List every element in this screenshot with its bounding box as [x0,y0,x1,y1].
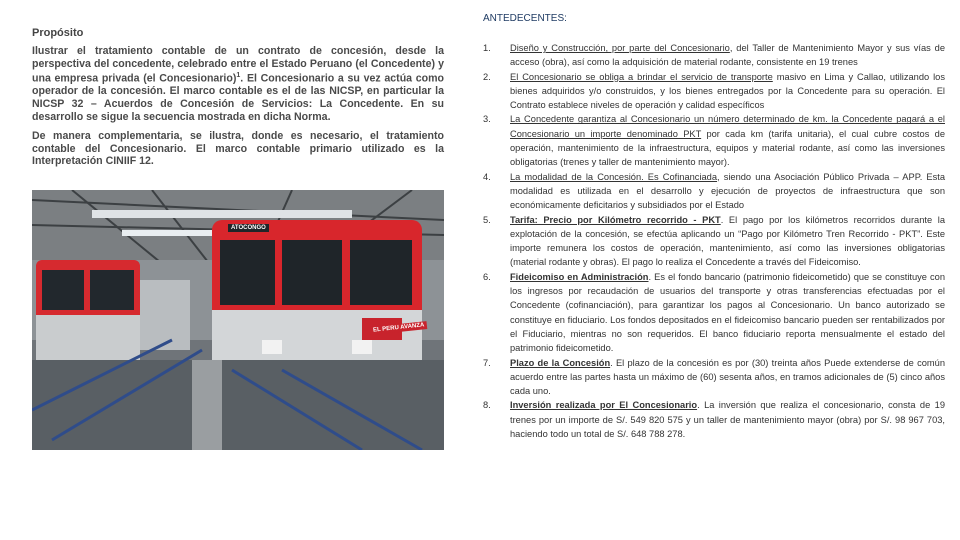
list-item-3 [483,112,945,169]
list-item-5 [483,213,945,270]
item-number: 7. [483,357,491,368]
item-number: 3. [483,114,491,125]
train-route-display: ATOCONGO [228,224,269,232]
item-lead: El Concesionario se obliga a brindar el servicio de transporte [510,71,773,82]
antecedents-heading-text: ANTEDECENTES [483,13,565,24]
item-lead: Inversión realizada por El Concesionario [510,400,698,411]
train-depot-photo [32,190,444,450]
item-text: . La inversión que realiza el concesionario, consta de 19 trenes por un importe de S/. 549 820 575 y un taller de mantenimiento mayor (obra) por S/. 98 967 703, haciendo todo un total de S/. 648 788 278. [510,400,945,440]
footnote-ref: 1 [236,72,241,80]
item-number: 5. [483,214,491,225]
list-item-2 [483,70,945,113]
item-number: 4. [483,171,491,182]
purpose-title: Propósito [32,27,84,39]
list-item-6 [483,270,945,356]
item-text: , siendo una Asociación Público Privada – APP. Esta modalidad es utilizada en el desarrollo y ejecución de proyectos de infraestructura que son económicamente deficitarios y subsidiados por el Estado [510,171,945,211]
train-sign: EL PERU AVANZA [370,321,428,335]
antecedents-heading [483,13,945,24]
list-item-7 [483,356,945,399]
item-lead: Fideicomiso en Administración [510,271,649,282]
antecedents-list [483,41,945,441]
item-text: . El plazo de la concesión es por (30) treinta años Puede extenderse de común acuerdo entre las partes hasta un máximo de (60) sesenta años, en tramos adicionales de (5) cinco años cada uno. [510,357,945,397]
list-item-1 [483,41,945,70]
para1-text: Ilustrar el tratamiento contable de un contrato de concesión, desde la perspectiva del concedente, celebrado entre el Estado Peruano (el Concedente) y una empresa privada (el Concesionario) [32,45,444,85]
item-lead: Plazo de la Concesión [510,357,611,368]
item-text: . El pago por los kilómetros recorridos durante la explotación de la concesión, se efectúa aplicando un “Pago por Kilómetro Tren Recorrido - PKT”. Este importe remunera los costos de operación, mantenimiento, así como las inversiones obligatorias (material rodante y obras). El pago lo realiza el Concedente a través del Fideicomiso. [510,214,945,268]
item-text: , del Taller de Mantenimiento Mayor y sus vías de acceso (obra), así como la adquisición de material rodante, consistente en 19 trenes [510,43,945,68]
para1-text-cont: . El Concesionario a su vez actúa como operador de la concesión. El marco contable es el de las NICSP, en particular la NICSP 32 – Acuerdos de Concesión de Servicios: La Concedente. En su desarrollo se sigue la secuencia mostrada en dicha Norma. [32,72,445,123]
item-text: por cada km (tarifa unitaria), el cual cubre costos de operación, mantenimiento de la infraestructura, equipos y material rodante, así como las inversiones obligatorias (trenes y taller de mantenimiento mayor). [510,128,945,168]
item-lead: Diseño y Construcción, por parte del Concesionario [510,43,730,53]
heading-colon: : [564,13,567,24]
item-text: masivo en Lima y Callao, utilizando los bienes adquiridos y/o construidos, y los bienes entregados por la Concedente para su operación. El Contrato establece niveles de operación y calidad específicos [510,71,945,111]
purpose-section [32,27,444,175]
purpose-paragraph-2: De manera complementaria, se ilustra, donde es necesario, el tratamiento contable del Concesionario. El marco contable primario utilizado es la Interpretación CINIIF 12. [32,130,444,168]
list-item-8 [483,398,945,441]
purpose-paragraph-1 [32,45,444,123]
item-number: 6. [483,271,491,282]
list-item-4 [483,170,945,213]
item-lead: La modalidad de la Concesión. Es Cofinanciada [510,171,718,182]
item-number: 1. [483,43,491,53]
item-lead: Tarifa: Precio por Kilómetro recorrido - PKT [510,214,721,225]
item-number: 2. [483,71,491,82]
item-lead: La Concedente garantiza al Concesionario un número determinado de km. la Concedente pagará a el Concesionario un importe denominado PKT [510,114,945,139]
item-number: 8. [483,400,491,411]
item-text: . Es el fondo bancario (patrimonio fideicometido) que se constituye con los ingresos por recaudación de usuarios del transporte y otras transferencias efectuadas por el Concedente (cofinanciación), para garantizar los pagos al Concesionario. Un banco autorizado se constituye en fiduciario. Los fondos depositados en el fideicomiso bancario pueden ser rentabilizados por el Fiduciario, mientras no son requeridos. El banco fiduciario reporta mensualmente el estado del patrimonio fideicometido. [510,271,945,354]
antecedents-section [483,13,945,441]
